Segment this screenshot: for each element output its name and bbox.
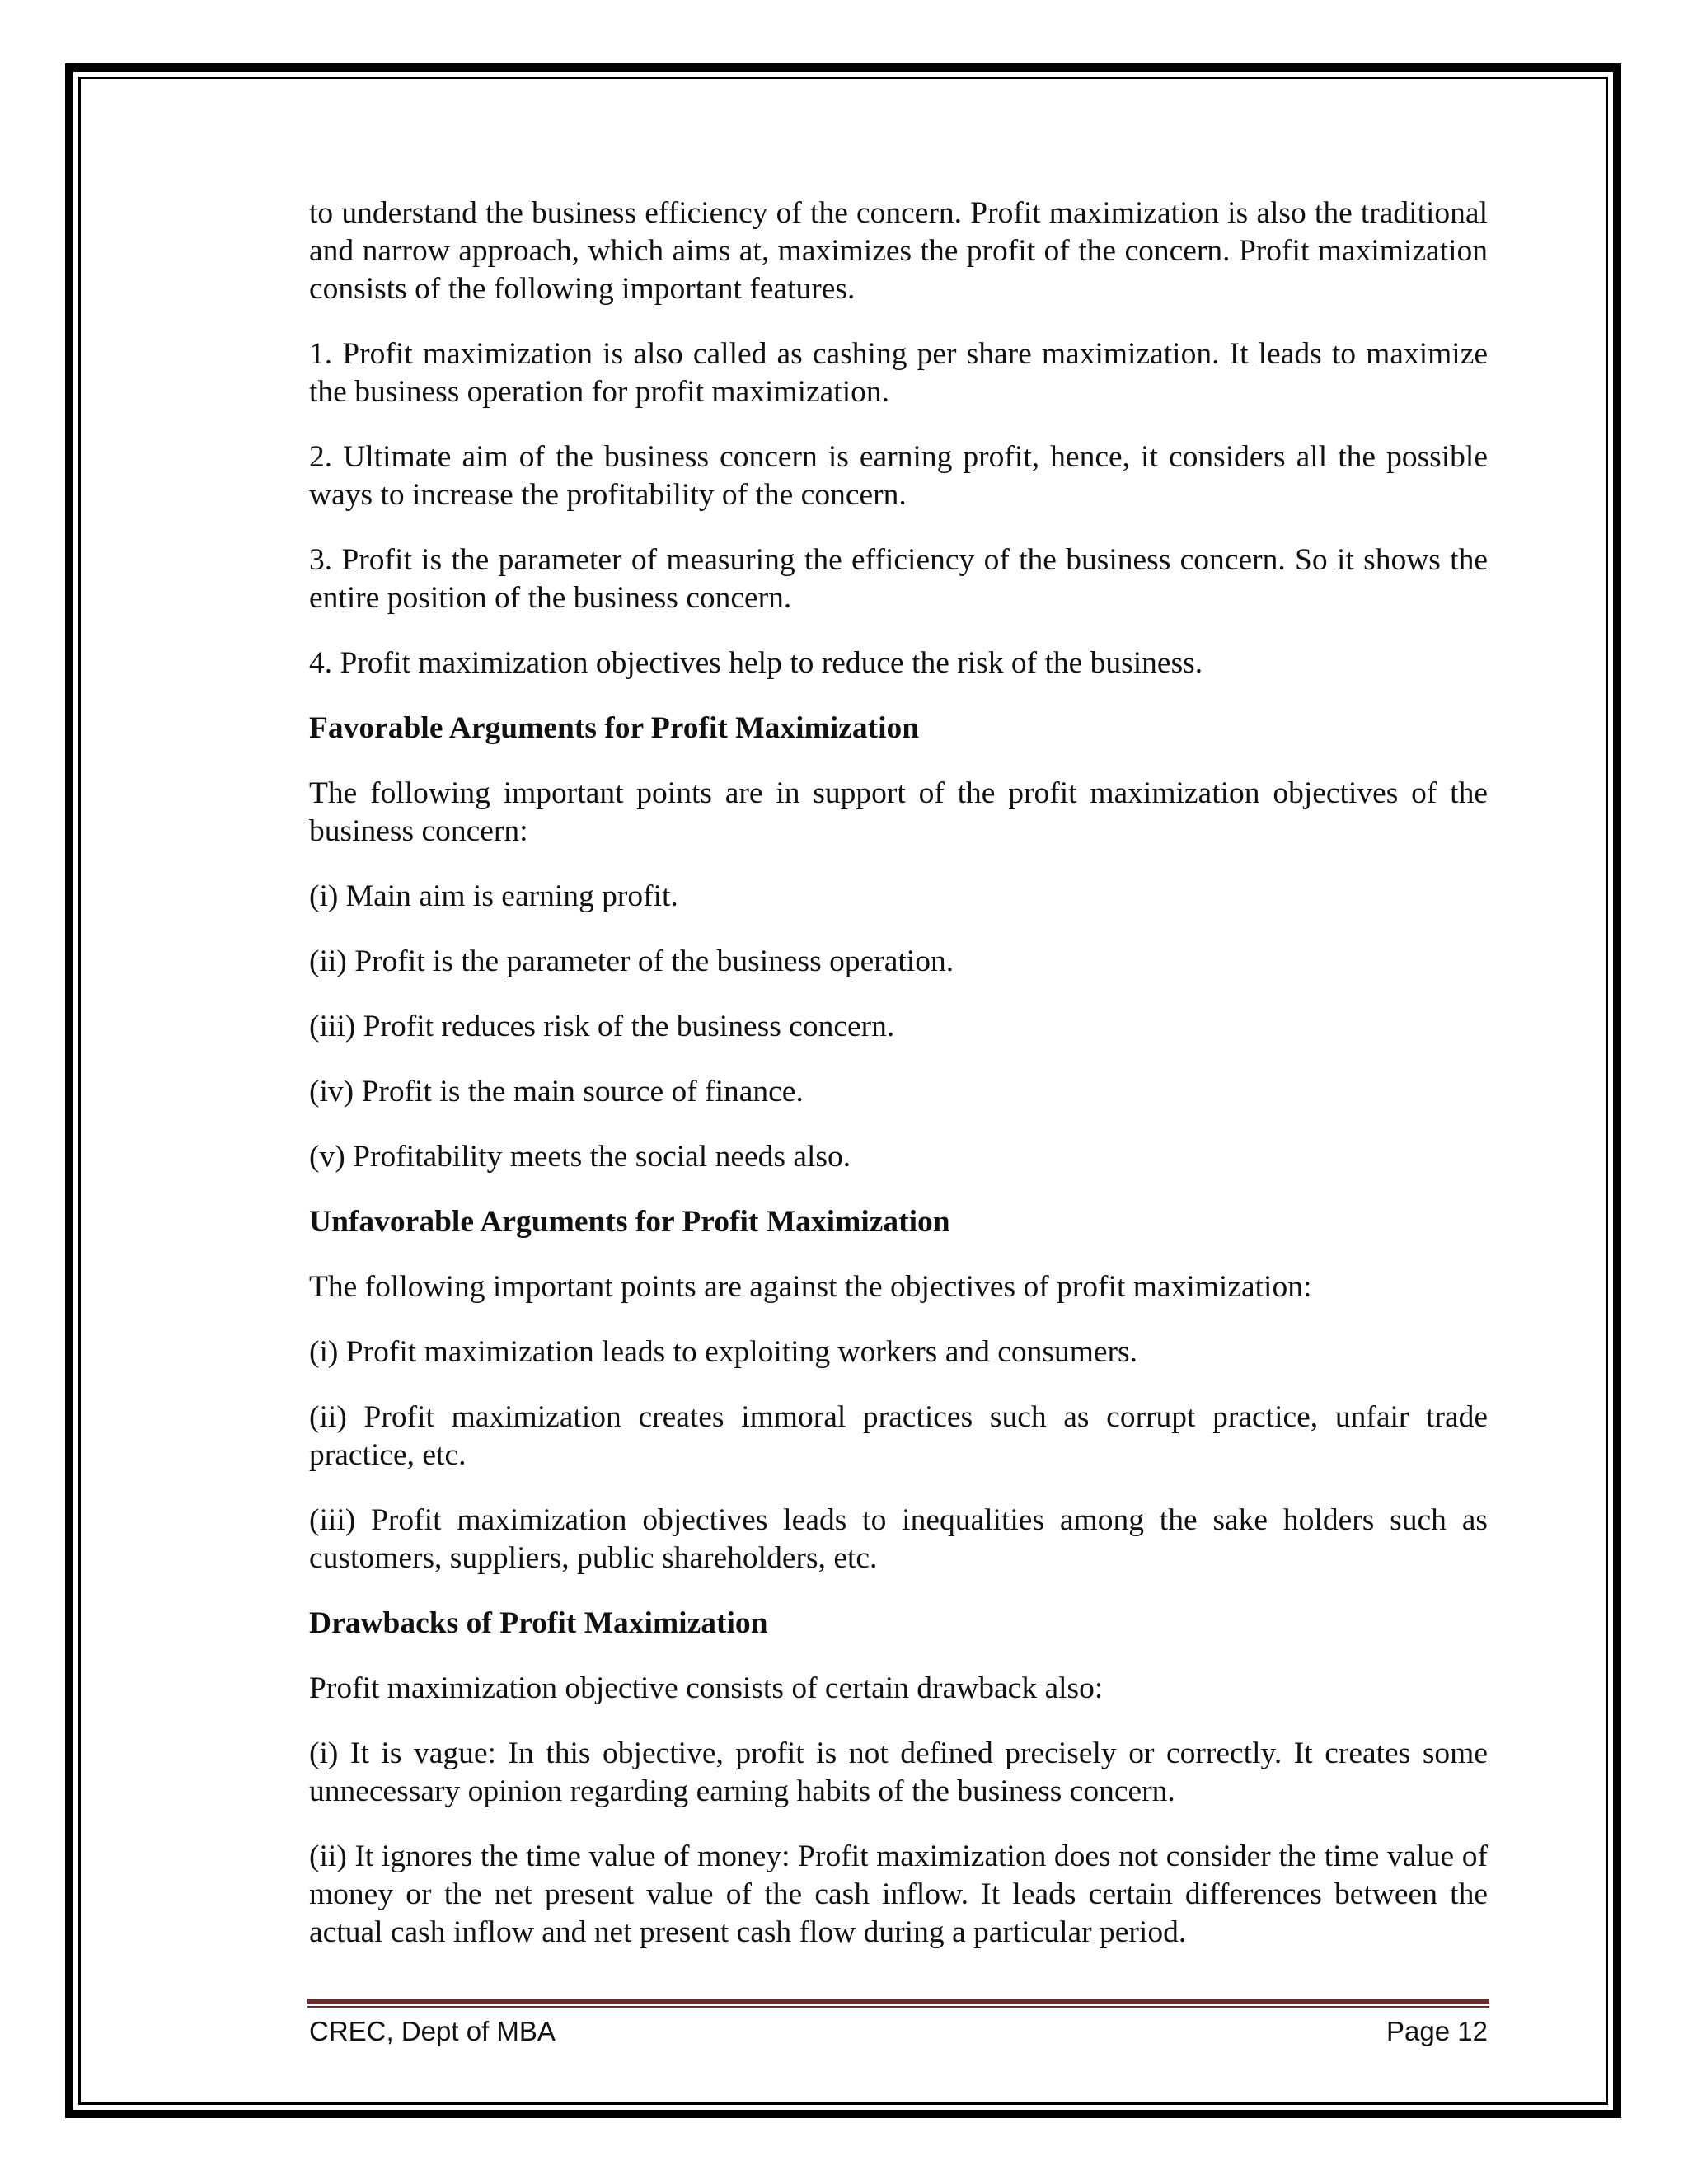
list-item: (ii) Profit maximization creates immoral practices such as corrupt practice, unfair trade practice, etc. [309,1400,1488,1472]
paragraph: The following important points are against the objectives of profit maximization: [309,1270,1312,1304]
footer-department: CREC, Dept of MBA [309,2016,556,2046]
list-item: (i) Main aim is earning profit. [309,879,678,913]
page-number: Page 12 [1386,2016,1488,2046]
list-item: (iv) Profit is the main source of finance. [309,1075,804,1108]
section-heading: Drawbacks of Profit Maximization [309,1606,768,1640]
list-item: (i) Profit maximization leads to exploiting workers and consumers. [309,1335,1137,1369]
list-item: 3. Profit is the parameter of measuring the efficiency of the business concern. So it shows the entire position of the business concern. [309,543,1488,615]
list-item: (ii) Profit is the parameter of the business operation. [309,944,954,978]
list-item: (iii) Profit reduces risk of the business concern. [309,1010,895,1043]
list-item: 2. Ultimate aim of the business concern is earning profit, hence, it considers all the possible ways to increase the profitability of the concern. [309,440,1488,512]
paragraph: Profit maximization objective consists of certain drawback also: [309,1671,1104,1705]
list-item: 4. Profit maximization objectives help to reduce the risk of the business. [309,646,1203,680]
list-item: 1. Profit maximization is also called as cashing per share maximization. It leads to maximize the business operation for profit maximization. [309,337,1488,409]
section-heading: Favorable Arguments for Profit Maximization [309,711,920,745]
footer-rule-thin [307,2006,1489,2008]
paragraph: to understand the business efficiency of the concern. Profit maximization is also the traditional and narrow approach, which aims at, maximizes the profit of the concern. Profit maximization consists of the following important features. [309,196,1488,306]
page-footer [309,2011,1488,2052]
list-item: (ii) It ignores the time value of money: Profit maximization does not consider the time value of money or the net present value of the cash inflow. It leads certain differences between the actual cash inflow and net present cash flow during a particular period. [309,1840,1488,1949]
list-item: (i) It is vague: In this objective, profit is not defined precisely or correctly. It creates some unnecessary opinion regarding earning habits of the business concern. [309,1736,1488,1808]
footer-rule [307,1999,1489,2004]
list-item: (iii) Profit maximization objectives leads to inequalities among the sake holders such as customers, suppliers, public shareholders, etc. [309,1503,1488,1575]
list-item: (v) Profitability meets the social needs also. [309,1140,851,1174]
paragraph: The following important points are in support of the profit maximization objectives of the business concern: [309,776,1488,848]
page-body [309,194,1488,1979]
section-heading: Unfavorable Arguments for Profit Maximization [309,1205,950,1239]
